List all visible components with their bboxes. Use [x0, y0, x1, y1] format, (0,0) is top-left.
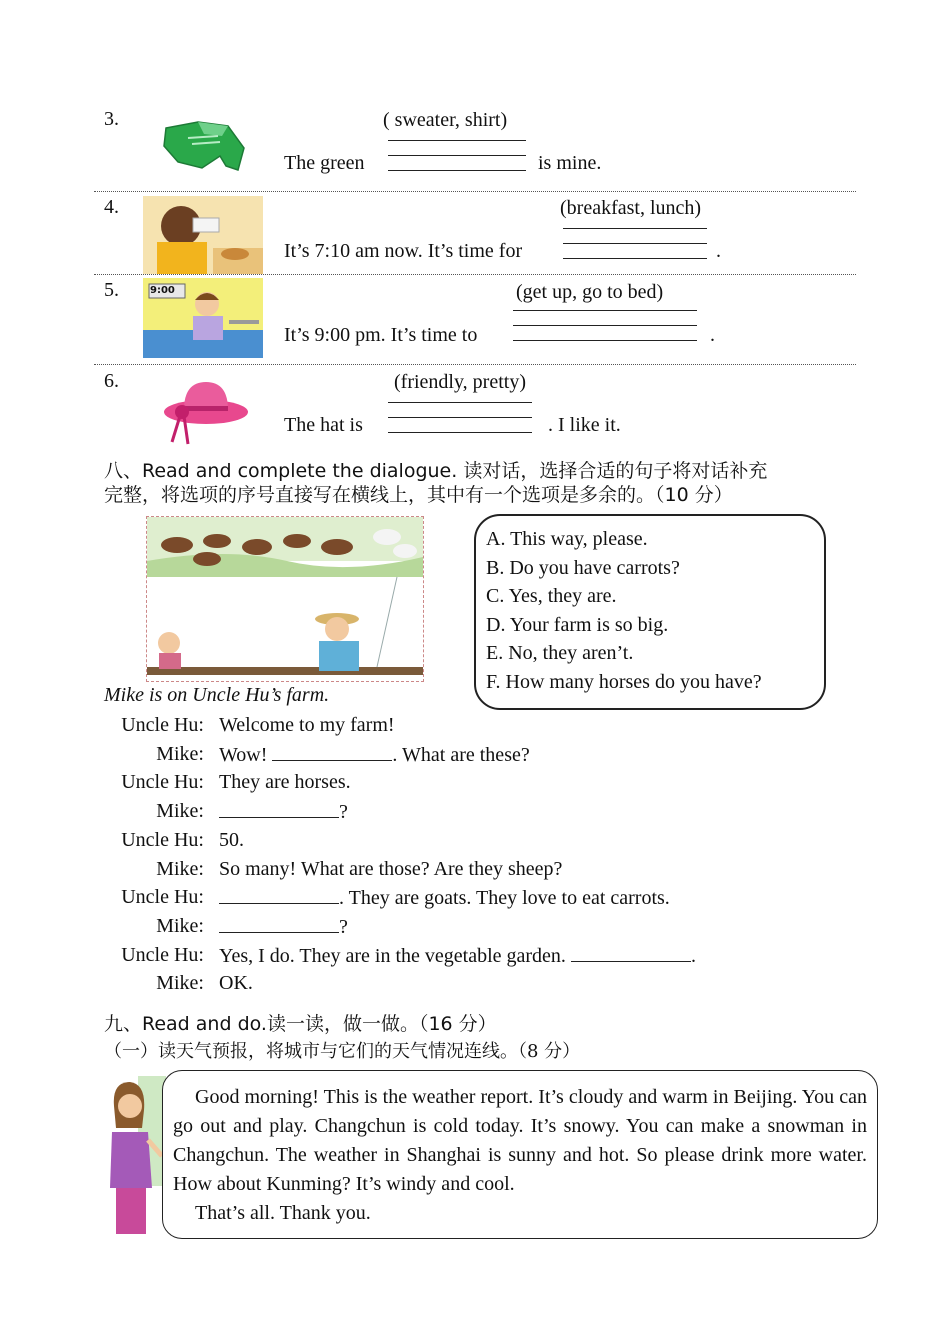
dialogue-line	[104, 742, 804, 768]
dialogue-text	[219, 742, 530, 767]
speaker-label: Mike:	[156, 914, 204, 937]
dialogue-text	[219, 943, 696, 968]
sentence-start: It’s 7:10 am now. It’s time for	[284, 240, 523, 262]
dialogue-text	[219, 914, 348, 939]
dialogue-text-after: . They are goats. They love to eat carrots.	[339, 887, 670, 910]
question-number: 5.	[104, 279, 119, 301]
section-8-title-cn: 读对话，选择合适的句子将对话补充	[457, 460, 768, 482]
answer-blank[interactable]	[219, 799, 339, 818]
dialogue-text	[219, 713, 395, 737]
speaker-label: Mike:	[156, 972, 204, 995]
dialogue-text	[219, 971, 253, 995]
answer-lines[interactable]	[388, 140, 526, 185]
dialogue-text-before: OK.	[219, 972, 253, 995]
word-options: (breakfast, lunch)	[560, 197, 702, 219]
speaker-label: Uncle Hu:	[121, 771, 204, 794]
dialogue-text-after: ?	[339, 915, 348, 938]
dialogue-text-before: So many! What are those? Are they sheep?	[219, 857, 563, 880]
speaker-label: Mike:	[156, 800, 204, 823]
dialogue-text-before: Wow!	[219, 743, 273, 766]
question-number: 3.	[104, 108, 119, 130]
speaker-label: Uncle Hu:	[121, 886, 204, 909]
answer-blank[interactable]	[571, 943, 691, 962]
speaker-label: Uncle Hu:	[121, 828, 204, 851]
pink-hat-image	[160, 378, 250, 448]
option-c: C. Yes, they are.	[486, 585, 617, 607]
options-list	[486, 525, 816, 696]
sentence-end: is mine.	[538, 152, 602, 174]
dialogue-text-after: .	[690, 944, 696, 967]
dotted-divider	[94, 191, 856, 192]
word-options: (get up, go to bed)	[516, 281, 664, 303]
weather-reporter-image	[102, 1076, 166, 1236]
weather-report-closing: That’s all. Thank you.	[195, 1202, 371, 1224]
sentence-end: . I like it.	[548, 414, 621, 436]
weather-report-text: Good morning! This is the weather report. It’s cloudy and warm in Beijing. You can go out and play. Changchun is cold today. It’s snowy. You can make a snowman in Changchun. The weather in Shanghai is sunny and hot. So please drink more water. How about Kunming? It’s windy and cool.	[173, 1086, 867, 1195]
word-options: ( sweater, shirt)	[383, 109, 508, 131]
dialogue-text	[219, 857, 562, 881]
option-d: D. Your farm is so big.	[486, 613, 669, 636]
dialogue-text-before: They are horses.	[219, 771, 351, 794]
clock-display: 9:00	[150, 285, 175, 296]
answer-lines[interactable]	[388, 402, 532, 447]
dialogue-text-before: 50.	[219, 828, 244, 851]
dotted-divider	[94, 364, 856, 365]
section-8-title	[104, 459, 864, 483]
option-e: E. No, they aren’t.	[486, 642, 634, 664]
section-9-subtitle: （一）读天气预报，将城市与它们的天气情况连线。（8 分）	[104, 1041, 581, 1062]
dialogue-line	[104, 713, 804, 739]
dialogue-text-after: ?	[339, 801, 348, 824]
dialogue-line	[104, 857, 804, 883]
dialogue-caption: Mike is on Uncle Hu’s farm.	[104, 684, 330, 706]
dialogue-line	[104, 943, 804, 969]
dialogue-line	[104, 914, 804, 940]
dialogue-text	[219, 799, 348, 824]
word-options: (friendly, pretty)	[394, 371, 526, 393]
answer-lines[interactable]	[563, 228, 707, 273]
speaker-label: Mike:	[156, 857, 204, 880]
speaker-label: Mike:	[156, 742, 204, 765]
question-number: 6.	[104, 370, 119, 392]
dialogue-text-after: . What are these?	[392, 743, 530, 766]
answer-lines[interactable]	[513, 310, 697, 355]
sentence-start: It’s 9:00 pm. It’s time to	[284, 324, 478, 346]
dialogue-line	[104, 799, 804, 825]
answer-blank[interactable]	[219, 914, 339, 933]
sentence-end: .	[710, 324, 715, 346]
farm-image	[146, 516, 424, 682]
dialogue-text	[219, 828, 244, 852]
dialogue-line	[104, 770, 804, 796]
dialogue-line	[104, 828, 804, 854]
sweater-image	[158, 118, 250, 178]
option-a: A. This way, please.	[486, 528, 648, 550]
sentence-end: .	[716, 240, 721, 262]
dialogue-text-before: Yes, I do. They are in the vegetable garden.	[219, 944, 571, 967]
dialogue-text-before: Welcome to my farm!	[219, 714, 395, 736]
dialogue-line	[104, 885, 804, 911]
answer-blank[interactable]	[219, 885, 339, 904]
speaker-label: Uncle Hu:	[121, 714, 204, 736]
option-b: B. Do you have carrots?	[486, 556, 680, 579]
section-8-instructions: 完整，将选项的序号直接写在横线上，其中有一个选项是多余的。（10 分）	[104, 484, 733, 506]
answer-blank[interactable]	[272, 742, 392, 761]
option-f: F. How many horses do you have?	[486, 670, 762, 693]
sentence-start: The hat is	[284, 414, 363, 436]
question-number: 4.	[104, 196, 119, 218]
dialogue-line	[104, 971, 804, 997]
sentence-start: The green	[284, 152, 365, 174]
section-8-title-en: 八、Read and complete the dialogue.	[104, 460, 458, 482]
dialogue-text	[219, 885, 670, 910]
dotted-divider	[94, 274, 856, 275]
speaker-label: Uncle Hu:	[121, 943, 204, 966]
dialogue-text	[219, 770, 351, 794]
boy-drinking-milk-image	[143, 196, 263, 274]
section-9-title: 九、Read and do.读一读，做一做。（16 分）	[104, 1013, 497, 1035]
